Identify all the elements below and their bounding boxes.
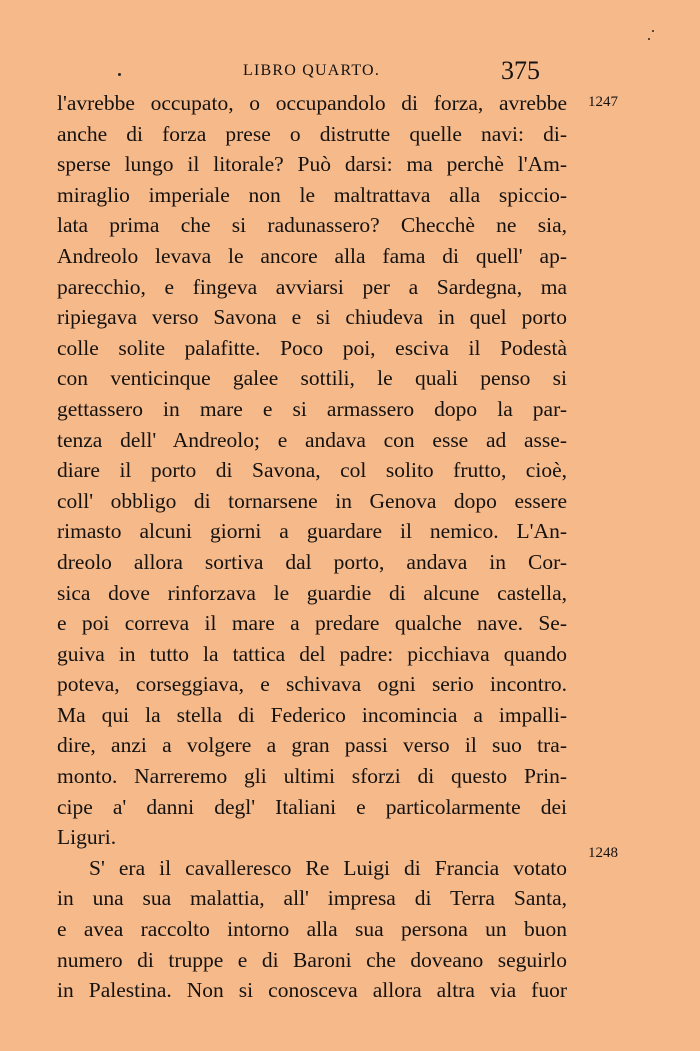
text-line: guiva in tutto la tattica del padre: picchiava quando	[57, 641, 567, 666]
paragraph	[57, 88, 567, 853]
running-head-title: LIBRO QUARTO.	[243, 62, 381, 79]
text-line: miraglio imperiale non le maltrattava alla spiccio-	[57, 182, 567, 207]
margin-year: 1248	[588, 845, 618, 861]
text-line: in Palestina. Non si conosceva allora altra via fuor	[57, 978, 567, 1003]
margin-year: 1247	[588, 94, 618, 110]
page-number: 375	[501, 56, 540, 85]
text-line: dreolo allora sortiva dal porto, andava in Cor-	[57, 549, 567, 574]
text-line: con venticinque galee sottili, le quali penso si	[57, 366, 567, 391]
text-line: e poi correva il mare a predare qualche nave. Se-	[57, 611, 567, 636]
text-line: dire, anzi a volgere a gran passi verso il suo tra-	[57, 733, 567, 758]
text-line: Andreolo levava le ancore alla fama di quell' ap-	[57, 243, 567, 268]
print-speck	[118, 73, 121, 76]
paragraph	[57, 853, 567, 1006]
text-line: monto. Narreremo gli ultimi sforzi di questo Prin-	[57, 764, 567, 789]
text-line: colle solite palafitte. Poco poi, esciva il Podestà	[57, 335, 567, 360]
text-line: parecchio, e fingeva avviarsi per a Sardegna, ma	[57, 274, 567, 299]
text-line: anche di forza prese o distrutte quelle navi: di-	[57, 121, 567, 146]
text-line: S' era il cavalleresco Re Luigi di Francia votato	[89, 855, 567, 880]
text-line: e avea raccolto intorno alla sua persona un buon	[57, 917, 567, 942]
text-line: gettassero in mare e si armassero dopo la par-	[57, 396, 567, 421]
text-line: rimasto alcuni giorni a guardare il nemico. L'An-	[57, 519, 567, 544]
running-head	[60, 58, 540, 88]
text-line: Ma qui la stella di Federico incomincia a impalli-	[57, 702, 567, 727]
text-line: lata prima che si radunassero? Checchè ne sia,	[57, 213, 567, 238]
text-line: poteva, corseggiava, e schivava ogni serio incontro.	[57, 672, 567, 697]
text-line: in una sua malattia, all' impresa di Terra Santa,	[57, 886, 567, 911]
text-line: coll' obbligo di tornarsene in Genova dopo essere	[57, 488, 567, 513]
body-text	[57, 88, 567, 1006]
text-line: sica dove rinforzava le guardie di alcune castella,	[57, 580, 567, 605]
text-line: l'avrebbe occupato, o occupandolo di forza, avrebbe	[57, 91, 567, 115]
text-line: Liguri.	[57, 825, 117, 850]
text-line: diare il porto di Savona, col solito frutto, cioè,	[57, 458, 567, 483]
text-line: tenza dell' Andreolo; e andava con esse ad asse-	[57, 427, 567, 452]
text-line: cipe a' danni degl' Italiani e particolarmente dei	[57, 794, 567, 819]
text-line: ripiegava verso Savona e si chiudeva in quel porto	[57, 305, 567, 330]
text-line: sperse lungo il litorale? Può darsi: ma perchè l'Am-	[57, 152, 567, 177]
print-speck	[652, 30, 654, 32]
text-line: numero di truppe e di Baroni che doveano seguirlo	[57, 947, 567, 972]
print-speck	[648, 38, 650, 40]
